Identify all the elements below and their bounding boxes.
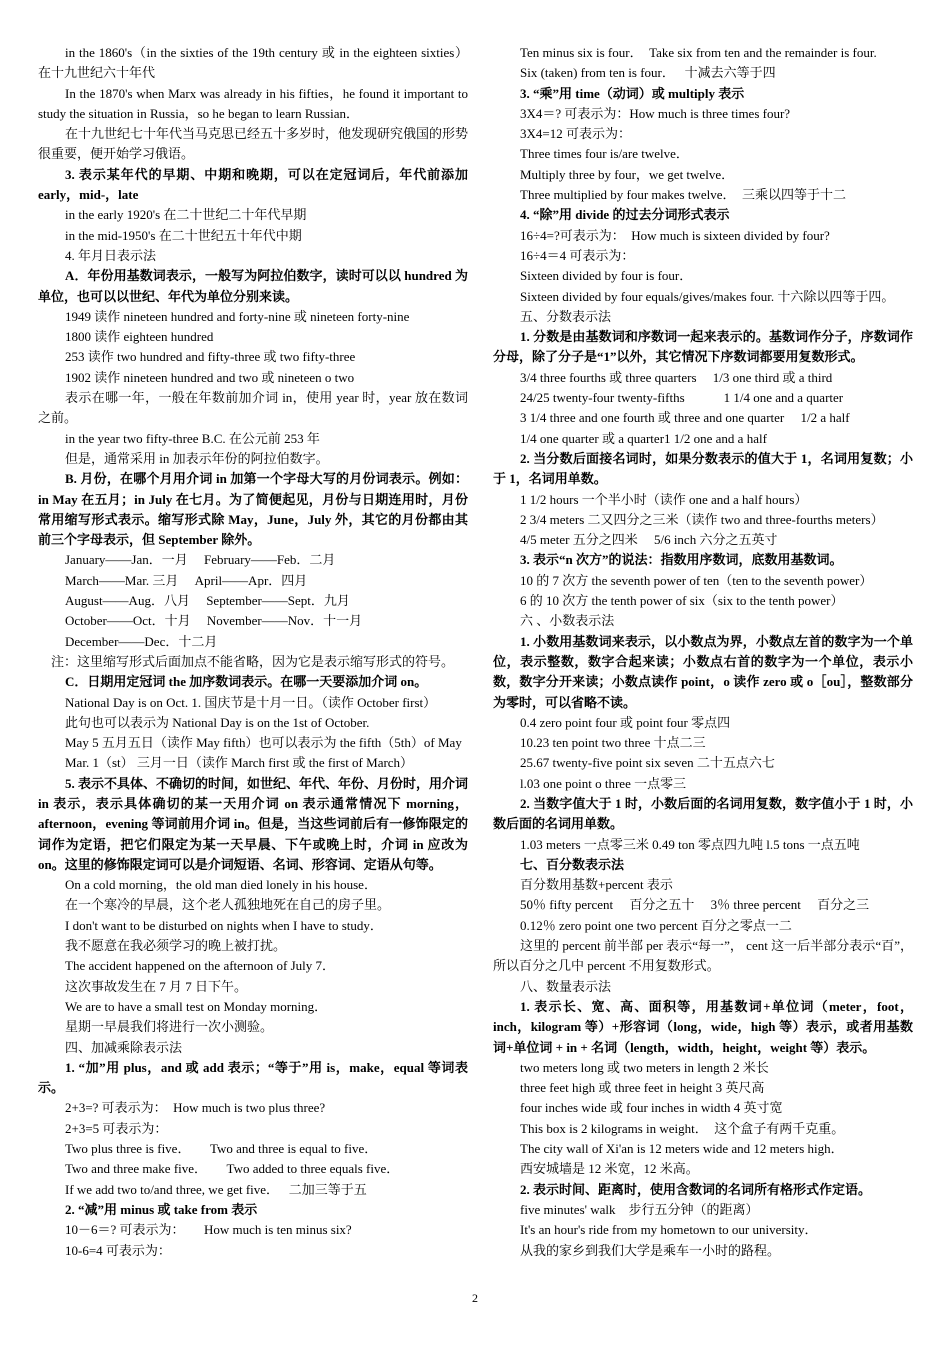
paragraph: 1949 读作 nineteen hundred and forty-nine 或 nineteen forty-nine [65, 308, 410, 324]
paragraph: 3X4=12 可表示为： [520, 126, 631, 142]
paragraph: 24/25 twenty-four twenty-fifths 1 1/4 one and a quarter [520, 390, 844, 406]
paragraph: 0.4 zero point four 或 point four 零点四 [520, 714, 731, 730]
paragraph: four inches wide 或 four inches in width 4 英寸宽 [520, 1100, 783, 1116]
section-heading: 七、百分数表示法 [520, 856, 625, 872]
paragraph: l.03 one point o three 一点零三 [520, 775, 687, 791]
paragraph: in the early 1920's 在二十世纪二十年代早期 [65, 207, 307, 223]
paragraph: This box is 2 kilograms in weight． 这个盒子有两千克重。 [520, 1120, 845, 1136]
section-heading: B. 月份，在哪个月用介词 in 加第一个字母大写的月份词表示。例如：in May 在五月；in July 在七月。为了简便起见，月份与日期连用时，月份常用缩写形式表示。缩写形式除 May，June，July 外，其它的月份都由其前三个字母表示，但 September 除外。 [38, 471, 468, 548]
right-column [493, 43, 913, 1261]
paragraph: 从我的家乡到我们大学是乘车一小时的路程。 [520, 1242, 781, 1258]
paragraph: 1.03 meters 一点零三米 0.49 ton 零点四九吨 l.5 tons 一点五吨 [520, 836, 860, 852]
paragraph: Sixteen divided by four equals/gives/makes four. 十六除以四等于四。 [520, 288, 895, 304]
section-heading: 1. 分数是由基数词和序数词一起来表示的。基数词作分子，序数词作分母，除了分子是“1”以外，其它情况下序数词都要用复数形式。 [493, 329, 913, 365]
section-heading: 3. 表示某年代的早期、中期和晚期，可以在定冠词后，年代前添加 early，mid-，late [38, 166, 468, 203]
paragraph: Six (taken) from ten is four． 十减去六等于四 [520, 65, 776, 81]
paragraph: 6 的 10 次方 the tenth power of six（six to the tenth power） [520, 593, 844, 609]
paragraph: 1800 读作 eighteen hundred [65, 329, 214, 345]
section-heading: 5. 表示不具体、不确切的时间，如世纪、年代、年份、月份时，用介词 in 表示，表示具体确切的某一天用介词 on 表示通常情况下 morning，afternoon，evening 等词前用介词 in。但是，当这些词前后有一修饰限定的词作为定语，把它们限定为某一天早晨、下午或晚上时，介词 in 应改为 on。这里的修饰限定词可以是介词短语、名词、形容词、定语从句等。 [38, 775, 469, 872]
paragraph: 16÷4=?可表示为： How much is sixteen divided by four? [520, 227, 830, 243]
paragraph: We are to have a small test on Monday morning． [65, 998, 328, 1014]
paragraph: 50％ fifty percent 百分之五十 3％ three percent 百分之三 [520, 897, 870, 913]
paragraph: 10 的 7 次方 the seventh power of ten（ten to the seventh power） [520, 572, 873, 588]
paragraph: Mar. 1（st） 三月一日（读作 March first 或 the first of March） [65, 755, 414, 771]
paragraph: Sixteen divided by four is four． [520, 268, 693, 284]
paragraph: It's an hour's ride from my hometown to our university． [520, 1222, 818, 1238]
paragraph: 10－6＝? 可表示为： How much is ten minus six? [65, 1222, 352, 1238]
section-heading: C．日期用定冠词 the 加序数词表示。在哪一天要添加介词 on。 [65, 674, 428, 690]
section-heading: 1. 小数用基数词来表示，以小数点为界，小数点左首的数字为一个单位，表示整数，数字合起来读；小数点右首的数字为一个单位，表示小数，数字分开来读；小数点读作 point，o 读作 zero 或 o［ou］，整数部分为零时，可以省略不读。 [493, 633, 913, 710]
section-heading: 1. 表示长、宽、高、面积等，用基数词+单位词（meter，foot，inch，kilogram 等）+形容词（long，wide，high 等）表示，或者用基数词+单位词 + in + 名词（length，width，height，weight 等）表示。 [493, 998, 913, 1055]
paragraph: January——Jan．一月 February——Feb．二月 [65, 552, 336, 568]
paragraph: 25.67 twenty-five point six seven 二十五点六七 [520, 755, 775, 771]
paragraph: 2+3=? 可表示为： How much is two plus three? [65, 1100, 326, 1116]
section-heading: 4. “除”用 divide 的过去分词形式表示 [520, 207, 730, 223]
paragraph: 五、分数表示法 [520, 308, 612, 324]
paragraph: 3/4 three fourths 或 three quarters 1/3 one third 或 a third [520, 369, 833, 385]
paragraph: 2 3/4 meters 二又四分之三米（读作 two and three-fourths meters） [520, 511, 884, 527]
paragraph: Two and three make five． Two added to three equals five． [65, 1161, 400, 1177]
paragraph: 2+3=5 可表示为： [65, 1120, 168, 1136]
paragraph: 10-6=4 可表示为： [65, 1242, 171, 1258]
paragraph: 1902 读作 nineteen hundred and two 或 nineteen o two [65, 369, 355, 385]
paragraph: If we add two to/and three, we get five． 二加三等于五 [65, 1181, 367, 1197]
left-column [38, 43, 468, 1261]
paragraph: 0.12％ zero point one two percent 百分之零点一二 [520, 917, 792, 933]
paragraph: 3X4＝? 可表示为：How much is three times four? [520, 105, 791, 121]
paragraph: National Day is on Oct. 1. 国庆节是十月一日。（读作 October first） [65, 694, 437, 710]
paragraph: 星期一早晨我们将进行一次小测验。 [65, 1019, 274, 1035]
paragraph: Ten minus six is four． Take six from ten and the remainder is four. [520, 45, 877, 60]
paragraph: 六 、小数表示法 [520, 613, 615, 629]
paragraph: 4/5 meter 五分之四米 5/6 inch 六分之五英寸 [520, 532, 778, 548]
paragraph: December——Dec．十二月 [65, 633, 218, 649]
paragraph: The city wall of Xi'an is 12 meters wide and 12 meters high． [520, 1141, 844, 1157]
section-heading: A．年份用基数词表示，一般写为阿拉伯数字，读时可以以 hundred 为单位，也可以以世纪、年代为单位分别来读。 [38, 268, 468, 304]
section-heading: 2. 表示时间、距离时，使用含数词的名词所有格形式作定语。 [520, 1181, 872, 1197]
paragraph: 但是，通常采用 in 加表示年份的阿拉伯数字。 [65, 450, 329, 466]
paragraph: In the 1870's when Marx was already in his fifties，he found it important to study the situation in Russia，so he began to learn Russian． [38, 85, 468, 121]
paragraph: 这里的 percent 前半部 per 表示“每一”， cent 这一后半部分表示“百”，所以百分之几中 percent 不用复数形式。 [493, 938, 913, 974]
section-heading: 2. 当数字值大于 1 时，小数后面的名词用复数，数字值小于 1 时，小数后面的名词用单数。 [493, 795, 913, 832]
paragraph: in the mid-1950's 在二十世纪五十年代中期 [65, 227, 302, 243]
paragraph: Three times four is/are twelve． [520, 146, 689, 162]
paragraph: 此句也可以表示为 National Day is on the 1st of October. [65, 714, 370, 730]
section-heading: 3. 表示“n 次方”的说法：指数用序数词，底数用基数词。 [520, 552, 843, 568]
paragraph: in the year two fifty-three B.C. 在公元前 253 年 [65, 430, 320, 446]
paragraph: 在一个寒冷的早晨，这个老人孤独地死在自己的房子里。 [65, 897, 391, 913]
paragraph: Two plus three is five． Two and three is equal to five． [65, 1141, 378, 1157]
paragraph: 4. 年月日表示法 [65, 247, 157, 263]
paragraph: five minutes' walk 步行五分钟（的距离） [520, 1201, 759, 1217]
paragraph: Three multiplied by four makes twelve． 三乘以四等于十二 [520, 187, 847, 203]
paragraph: 16÷4＝4 可表示为： [520, 247, 635, 263]
paragraph: 3 1/4 three and one fourth 或 three and one quarter 1/2 a half [520, 410, 850, 426]
paragraph: 表示在哪一年，一般在年数前加介词 in，使用 year 时，year 放在数词之前。 [38, 390, 468, 426]
section-heading: 3. “乘”用 time（动词）或 multiply 表示 [520, 85, 745, 101]
paragraph: 在十九世纪七十年代当马克思已经五十多岁时，他发现研究俄国的形势很重要，便开始学习俄语。 [38, 126, 469, 162]
paragraph: On a cold morning，the old man died lonely in his house． [65, 877, 377, 893]
paragraph: October——Oct．十月 November——Nov．十一月 [65, 613, 363, 629]
paragraph: 这次事故发生在 7 月 7 日下午。 [65, 978, 248, 994]
paragraph: 西安城墙是 12 米宽，12 米高。 [520, 1161, 699, 1177]
paragraph: 1 1/2 hours 一个半小时（读作 one and a half hours） [520, 491, 808, 507]
section-heading: 2. 当分数后面接名词时，如果分数表示的值大于 1，名词用复数；小于 1，名词用单数。 [493, 450, 913, 487]
paragraph: May 5 五月五日（读作 May fifth）也可以表示为 the fifth（5th）of May [65, 735, 462, 751]
paragraph: 四、加减乘除表示法 [65, 1039, 183, 1055]
paragraph: in the 1860's（in the sixties of the 19th century 或 in the eighteen sixties）在十九世纪六十年代 [38, 45, 468, 81]
paragraph: 八、数量表示法 [520, 978, 612, 994]
section-heading: 1. “加”用 plus，and 或 add 表示；“等于”用 is，make，equal 等词表示。 [38, 1059, 468, 1096]
paragraph: March——Mar. 三月 April——Apr．四月 [65, 572, 308, 588]
paragraph: 10.23 ten point two three 十点二三 [520, 735, 706, 751]
paragraph: 我不愿意在我必须学习的晚上被打扰。 [65, 938, 287, 954]
paragraph: 1/4 one quarter 或 a quarter1 1/2 one and a half [520, 430, 767, 446]
paragraph: Multiply three by four，we get twelve． [520, 166, 735, 182]
paragraph: three feet high 或 three feet in height 3 英尺高 [520, 1080, 765, 1096]
paragraph: I don't want to be disturbed on nights when I have to study． [65, 917, 383, 933]
paragraph: 注：这里缩写形式后面加点不能省略，因为它是表示缩写形式的符号。 [51, 653, 455, 669]
page-number: 2 [472, 1291, 478, 1305]
paragraph: two meters long 或 two meters in length 2 米长 [520, 1059, 769, 1075]
paragraph: The accident happened on the afternoon of July 7． [65, 958, 336, 974]
paragraph: 百分数用基数+percent 表示 [520, 877, 673, 893]
paragraph: August——Aug．八月 September——Sept．九月 [65, 593, 350, 609]
paragraph: 253 读作 two hundred and fifty-three 或 two fifty-three [65, 349, 356, 365]
section-heading: 2. “减”用 minus 或 take from 表示 [65, 1201, 258, 1217]
